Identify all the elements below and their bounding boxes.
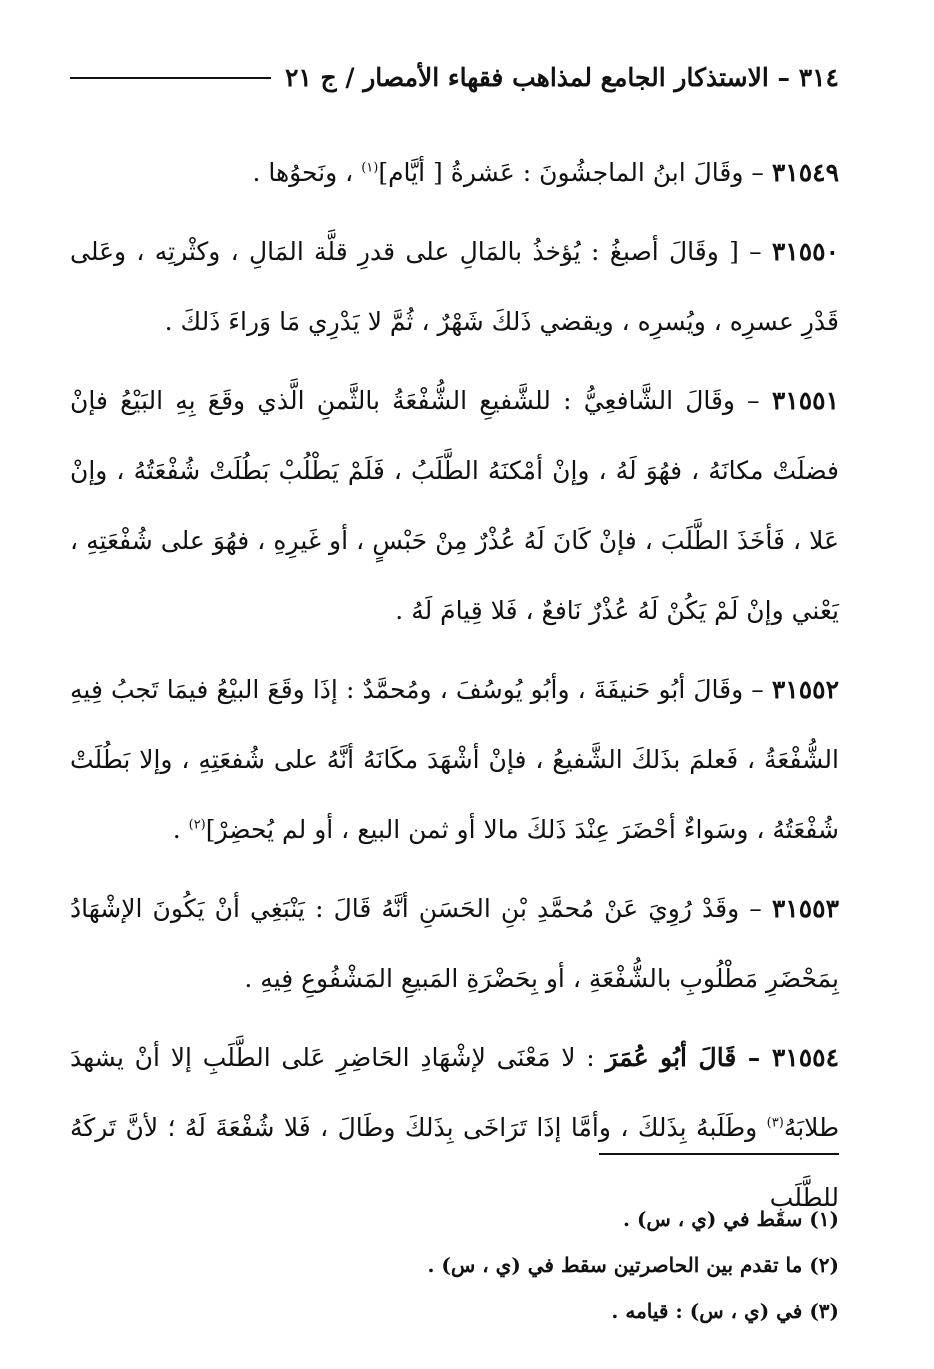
paragraph-number: ٣١٥٤٩ bbox=[771, 158, 839, 187]
speaker-name: – قَالَ أبُو عُمَرَ bbox=[605, 1043, 772, 1072]
paragraph-31550 bbox=[70, 217, 839, 357]
footnote-2: (٢) ما تقدم بين الحاصرتين سقط في (ي ، س) . bbox=[427, 1253, 839, 1277]
footnote-1: (١) سقط في (ي ، س) . bbox=[623, 1207, 839, 1231]
paragraph-text: – وقَالَ الشَّافعِيُّ : للشَّفيعِ الشُّفْعَةُ بالثَّمنِ الَّذي وقَعَ بِهِ البَيْعُ فإنْ فضلَتْ مكانَهُ ، فهُوَ لَهُ ، وإنْ أمْكنَهُ الطَّلَبُ ، فَلَمْ يَطْلُبْ بَطُلَتْ شُفْعَتُهُ ، وإنْ عَلا ، فَأخَذَ الطَّلَبَ ، فإنْ كَانَ لَهُ عُذْرٌ مِنْ حَبْسٍ ، أو غَيرِهِ ، فهُوَ على شُفْعَتِهِ ، يَعْني وإنْ لَمْ يَكُنْ لَهُ عُذْرٌ نَافعٌ ، فَلا قِيامَ لَهُ . bbox=[70, 386, 839, 625]
paragraph-text-after: وطَلَبهُ بِذَلكَ ، وأمَّا إذَا تَرَاخَى بِذَلكَ وطَالَ ، فَلا شُفْعَةَ لَهُ ؛ لأنَّ تَركَهُ للطَّلَبِ bbox=[70, 1113, 839, 1212]
main-text bbox=[70, 138, 839, 1242]
paragraph-31549 bbox=[70, 138, 839, 208]
paragraph-number: ٣١٥٥٣ bbox=[771, 894, 839, 923]
paragraph-number: ٣١٥٥١ bbox=[771, 386, 839, 415]
footnote-separator bbox=[599, 1153, 839, 1155]
paragraph-31553 bbox=[70, 874, 839, 1014]
footnote-ref: (٣) bbox=[766, 1115, 784, 1131]
page-header bbox=[70, 58, 839, 98]
footnotes bbox=[70, 1196, 839, 1334]
header-rule bbox=[70, 77, 271, 79]
paragraph-text-after: ، ونَحوُها . bbox=[252, 158, 362, 187]
paragraph-31551 bbox=[70, 366, 839, 646]
paragraph-number: ٣١٥٥٤ bbox=[771, 1043, 839, 1072]
footnote-ref: (٢) bbox=[188, 817, 206, 833]
paragraph-text: – وقَالَ ابنُ الماجشُونَ : عَشرةُ [ أيَّام] bbox=[378, 158, 772, 187]
paragraph-number: ٣١٥٥٢ bbox=[771, 675, 839, 704]
paragraph-text: – وقَدْ رُوِيَ عَنْ مُحمَّدِ بْنِ الحَسَنِ أنَّهُ قَالَ : يَنْبَغِي أنْ يَكُونَ الإشْهَادُ بِمَحْضَرِ مَطْلُوبِ بالشُّفْعَةِ ، أو بِحَضْرَةِ المَبيعِ المَشْفُوعِ فِيهِ . bbox=[70, 894, 839, 993]
paragraph-text: : لا مَعْنَى لإشْهَادِ الحَاضِرِ عَلى الطَّلَبِ إلا أنْ يشهدَ طلابَهُ bbox=[70, 1043, 839, 1142]
running-header-title: ٣١٤ – الاستذكار الجامع لمذاهب فقهاء الأمصار / ج ٢١ bbox=[284, 63, 839, 92]
paragraph-text: – [ وقَالَ أصبغُ : يُؤخذُ بالمَالِ على قدرِ قلَّة المَالِ ، وكثْرتِه ، وعَلى قَدْرِ عسرِه ، ويُسرِه ، ويقضي ذَلكَ شَهْرٌ ، ثُمَّ لا يَدْرِي مَا وَراءَ ذَلكَ . bbox=[70, 237, 839, 336]
paragraph-text: – وقَالَ أبُو حَنيفَةَ ، وأبُو يُوسُفَ ، ومُحمَّدٌ : إذَا وقَعَ البيْعُ فيمَا تَجبُ فِيهِ الشُّفْعَةُ ، فَعلمَ بذَلكَ الشَّفيعُ ، فإنْ أشْهَدَ مكَانَهُ أنَّهُ على شُفعَتِهِ ، وإلا بَطُلَتْ شُفْعَتُهُ ، وسَواءٌ أحْضَرَ عِنْدَ ذَلكَ مالا أو ثمن البيع ، أو لم يُحضِرْ] bbox=[70, 675, 839, 844]
paragraph-31552 bbox=[70, 655, 839, 865]
footnote-ref: (١) bbox=[361, 160, 379, 176]
footnote-3: (٣) في (ي ، س) : قيامه . bbox=[611, 1299, 839, 1323]
paragraph-text-after: . bbox=[172, 815, 189, 844]
paragraph-number: ٣١٥٥٠ bbox=[771, 237, 839, 266]
